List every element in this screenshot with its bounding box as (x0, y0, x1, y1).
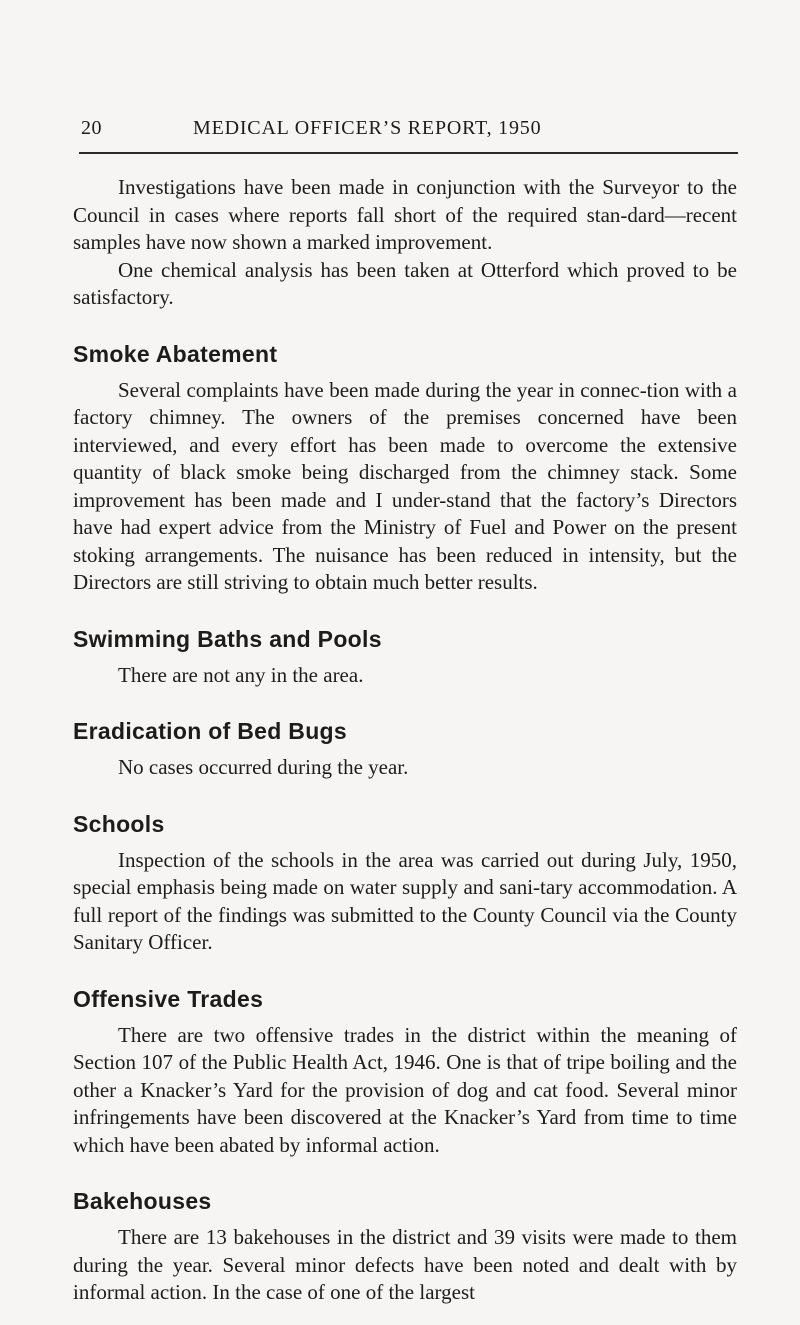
heading-swimming-baths: Swimming Baths and Pools (73, 625, 382, 652)
page-body (73, 174, 737, 1307)
heading-bakehouses: Bakehouses (73, 1188, 212, 1214)
paragraph-offensive-trades: There are two offensive trades in the district within the meaning of Section 107 of the Public Health Act, 1946. One is that of tripe boiling and the other a Knacker’s Yard for the provision of dog and cat food. Several minor infringements have been discovered at the Knacker’s Yard from time to time which have been abated by informal action. (73, 1022, 737, 1157)
header-rule (79, 152, 738, 154)
heading-smoke-abatement: Smoke Abatement (73, 340, 278, 367)
heading-offensive-trades: Offensive Trades (73, 985, 264, 1012)
paragraph-schools: Inspection of the schools in the area was carried out during July, 1950, special emphasis being made on water supply and sani-tary accommodation. A full report of the findings was submitted to the County Council via the County Sanitary Officer. (73, 847, 737, 954)
page-number: 20 (81, 117, 102, 139)
heading-bed-bugs: Eradication of Bed Bugs (73, 718, 347, 744)
intro-paragraph-1: Investigations have been made in conjunction with the Surveyor to the Council in cases where reports fall short of the required stan-dard—recent samples have now shown a marked improvement. (73, 175, 737, 254)
heading-schools: Schools (73, 810, 165, 837)
paragraph-smoke-abatement: Several complaints have been made during the year in connec-tion with a factory chimney. The owners of the premises concerned have been interviewed, and every effort has been made to overcome the extensive quantity of black smoke being discharged from the chimney stack. Some improvement has been made and I under-stand that the factory’s Directors have had expert advice from the Ministry of Fuel and Power on the present stoking arrangements. The nuisance has been reduced in intensity, but the Directors are still striving to obtain much better results. (73, 377, 737, 594)
intro-paragraph-2: One chemical analysis has been taken at Otterford which proved to be satisfactory. (73, 257, 737, 309)
page-header (73, 117, 737, 141)
paragraph-bed-bugs: No cases occurred during the year. (118, 755, 409, 779)
paragraph-bakehouses: There are 13 bakehouses in the district and 39 visits were made to them during the year. Several minor defects have been noted and dealt with by informal action. In the case of one of the largest (73, 1225, 737, 1304)
running-title: MEDICAL OFFICER’S REPORT, 1950 (193, 117, 542, 139)
paragraph-swimming-baths: There are not any in the area. (118, 662, 364, 687)
